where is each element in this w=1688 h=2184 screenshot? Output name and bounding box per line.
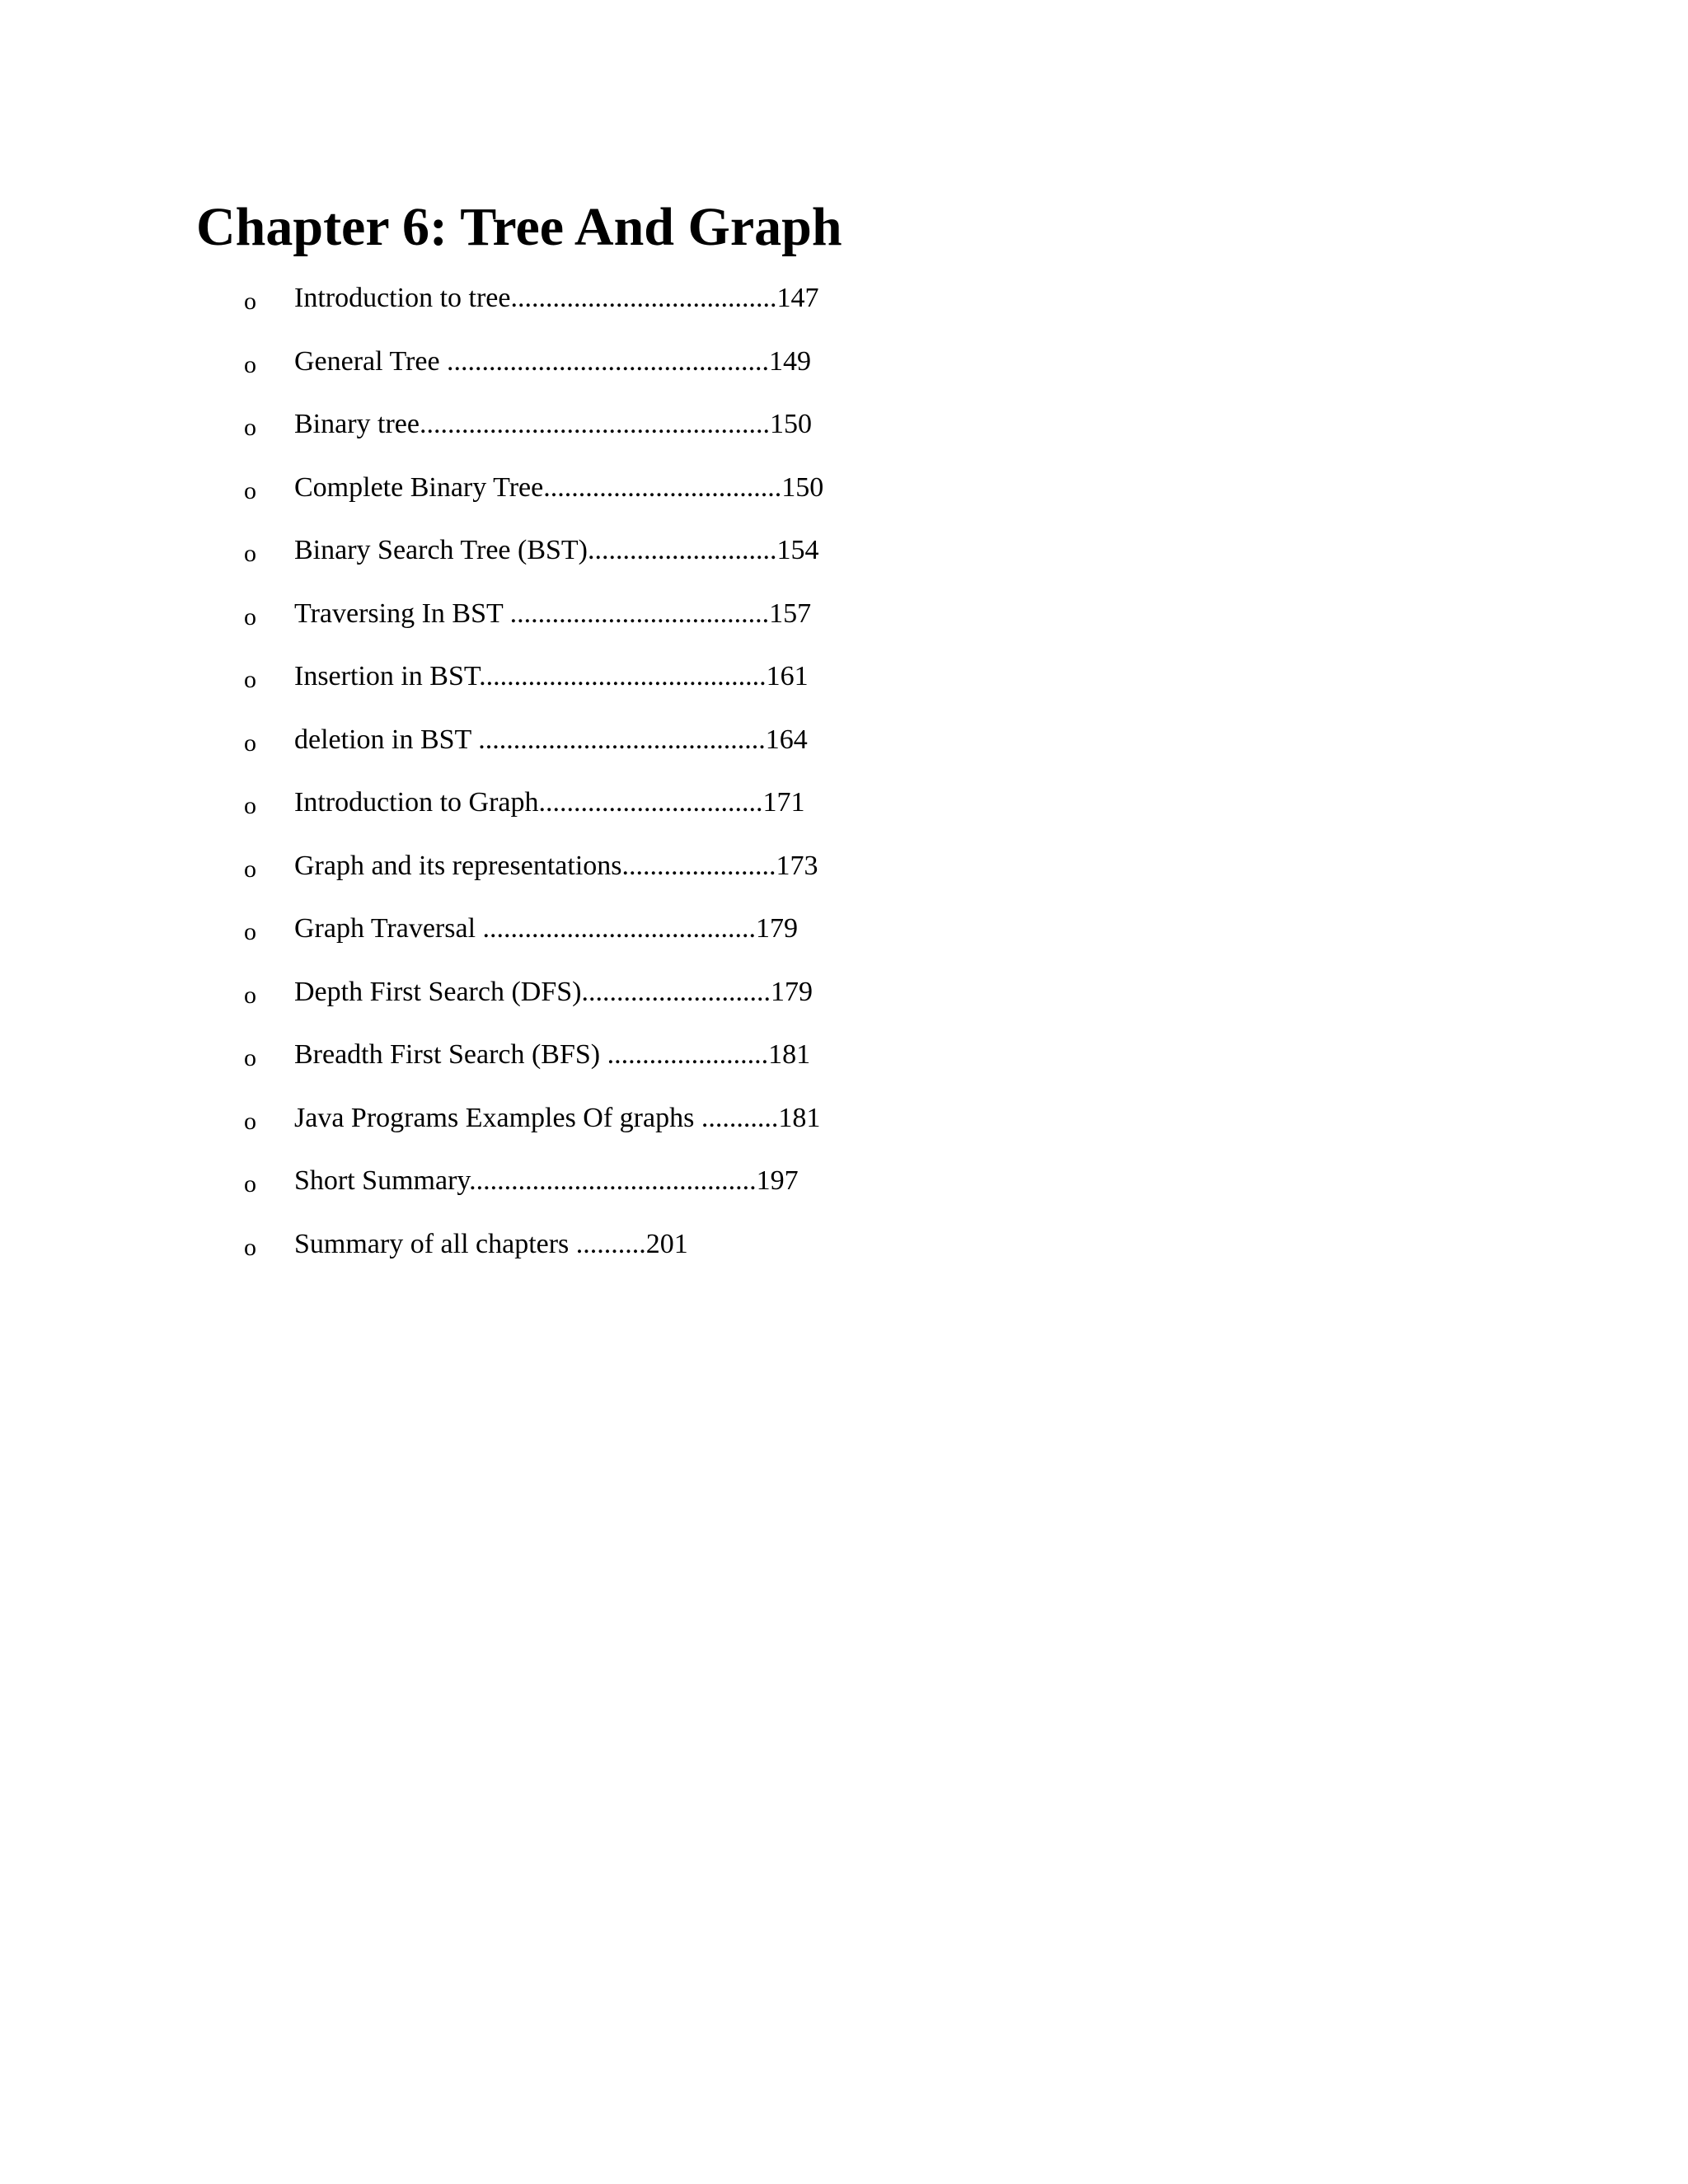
bullet-icon: o: [244, 1044, 256, 1071]
toc-entry-text: Binary Search Tree (BST)...........................154: [294, 535, 819, 565]
bullet-icon: o: [244, 350, 256, 378]
bullet-icon: o: [244, 540, 256, 567]
bullet-icon: o: [244, 1233, 256, 1261]
toc-entry-text: Insertion in BST.........................................161: [294, 661, 809, 691]
toc-entry-text: Java Programs Examples Of graphs ...........181: [294, 1102, 821, 1133]
toc-entry-text: Graph Traversal .......................................179: [294, 913, 799, 944]
chapter-title: Chapter 6: Tree And Graph: [196, 197, 842, 257]
toc-entry-text: deletion in BST .........................................164: [294, 724, 808, 755]
bullet-icon: o: [244, 288, 256, 315]
toc-entry-text: Complete Binary Tree..................................150: [294, 471, 824, 503]
toc-entry-text: Traversing In BST .....................................157: [294, 598, 812, 629]
bullet-icon: o: [244, 729, 256, 757]
toc-entry-text: Graph and its representations......................173: [294, 850, 818, 881]
bullet-icon: o: [244, 1170, 256, 1197]
toc-entry-text: Binary tree..................................................150: [294, 409, 812, 439]
toc-entry-text: Short Summary.........................................197: [294, 1165, 799, 1196]
toc-entry-text: Introduction to tree......................................147: [294, 283, 819, 313]
toc-entry-text: General Tree ..............................................149: [294, 345, 812, 377]
bullet-icon: o: [244, 1107, 256, 1135]
bullet-icon: o: [244, 855, 256, 883]
bullet-icon: o: [244, 981, 256, 1009]
bullet-icon: o: [244, 792, 256, 819]
bullet-icon: o: [244, 666, 256, 693]
toc-entry-text: Summary of all chapters ..........201: [294, 1228, 688, 1259]
toc-entry-text: Depth First Search (DFS)...........................179: [294, 976, 813, 1007]
bullet-icon: o: [244, 602, 256, 630]
toc-entry-text: Breadth First Search (BFS) .......................181: [294, 1039, 811, 1070]
bullet-icon: o: [244, 414, 256, 441]
toc-entry-text: Introduction to Graph................................171: [294, 787, 805, 818]
bullet-icon: o: [244, 476, 256, 504]
bullet-icon: o: [244, 918, 256, 945]
